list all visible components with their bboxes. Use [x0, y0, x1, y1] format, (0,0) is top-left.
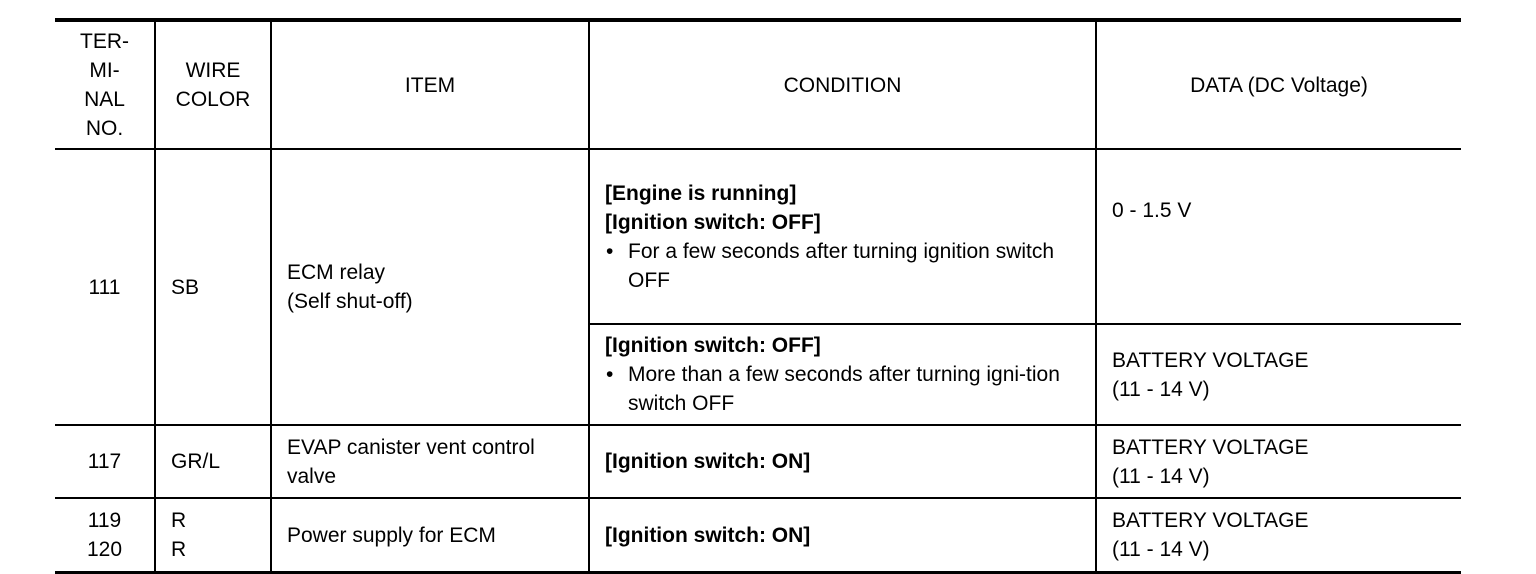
item-cell: [271, 149, 589, 425]
item-text: Power supply for ECM: [287, 523, 496, 547]
wire-color-line: R: [171, 509, 187, 532]
header-wire-line: COLOR: [175, 88, 251, 111]
condition-cell: [589, 498, 1096, 573]
terminal-data-table: [55, 18, 1461, 574]
terminal-number: 117: [55, 425, 155, 498]
header-terminal-no: [55, 20, 155, 149]
data-cell: [1096, 425, 1461, 498]
data-value: 0 - 1.5 V: [1112, 199, 1192, 222]
item-text: EVAP canister vent control: [287, 435, 535, 459]
data-value: (11 - 14 V): [1112, 377, 1210, 401]
condition-bold: [Ignition switch: ON]: [605, 523, 811, 547]
condition-bold: [Ignition switch: OFF]: [605, 210, 821, 234]
condition-bold: [Ignition switch: OFF]: [605, 334, 821, 357]
data-cell: [1096, 498, 1461, 573]
item-cell: [271, 425, 589, 498]
data-value: (11 - 14 V): [1112, 538, 1210, 561]
table-row: [55, 498, 1461, 573]
data-cell: [1096, 324, 1461, 425]
terminal-number: [55, 498, 155, 573]
condition-bold: [Engine is running]: [605, 181, 797, 205]
data-value: BATTERY VOLTAGE: [1112, 435, 1309, 459]
condition-bold: [Ignition switch: ON]: [605, 450, 811, 473]
header-row: [55, 20, 1461, 149]
header-terminal-line: NO.: [85, 117, 124, 140]
header-wire-line: WIRE: [185, 59, 241, 82]
wire-color: [155, 498, 271, 573]
terminal-number-line: 119: [87, 509, 122, 532]
table-row: [55, 149, 1461, 324]
data-value: (11 - 14 V): [1112, 464, 1210, 488]
condition-cell: [589, 149, 1096, 324]
condition-bullet: • More than a few seconds after turning igni-tion switch OFF: [605, 360, 1080, 418]
header-condition: CONDITION: [589, 20, 1096, 149]
item-text: (Self shut-off): [287, 290, 413, 313]
item-cell: [271, 498, 589, 573]
table-row: [55, 425, 1461, 498]
data-value: BATTERY VOLTAGE: [1112, 348, 1309, 372]
data-value: BATTERY VOLTAGE: [1112, 509, 1309, 532]
data-cell: [1096, 149, 1461, 324]
terminal-number-line: 120: [86, 538, 123, 561]
header-wire-color: [155, 20, 271, 149]
wire-color-line: R: [171, 538, 187, 561]
header-item: ITEM: [271, 20, 589, 149]
wire-color: SB: [155, 149, 271, 425]
wire-color: GR/L: [155, 425, 271, 498]
terminal-number: 111: [55, 149, 155, 425]
item-text: valve: [287, 464, 337, 488]
item-text: ECM relay: [287, 261, 386, 284]
header-data: DATA (DC Voltage): [1096, 20, 1461, 149]
header-terminal-line: NAL: [84, 88, 125, 111]
header-terminal-line: TER-: [80, 30, 129, 53]
condition-bullet: • For a few seconds after turning ignition switch OFF: [605, 237, 1080, 295]
condition-cell: [589, 425, 1096, 498]
condition-cell: [589, 324, 1096, 425]
header-terminal-line: MI-: [89, 59, 120, 82]
